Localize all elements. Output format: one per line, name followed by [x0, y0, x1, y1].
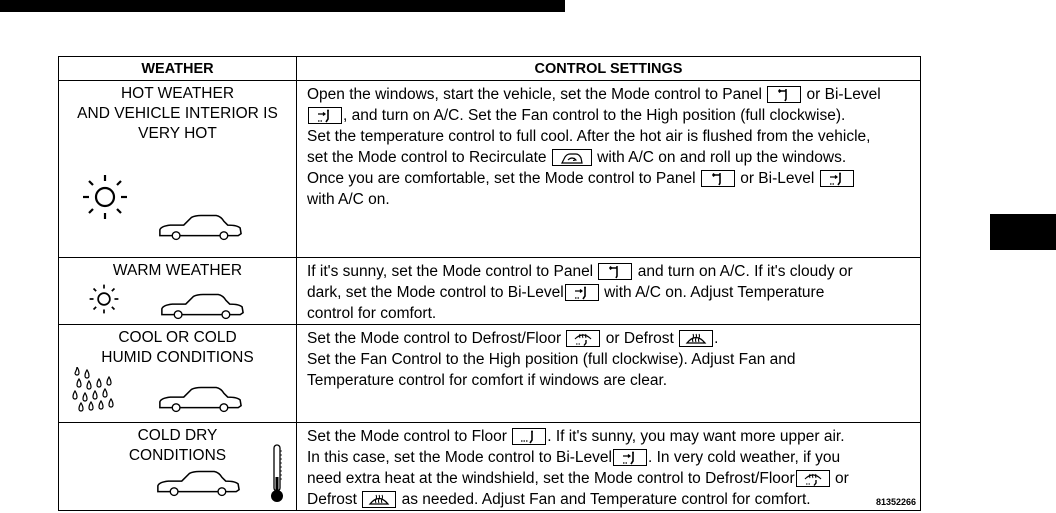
- panel-mode-icon: [598, 263, 632, 280]
- defrost-mode-icon: [362, 491, 396, 508]
- defrost-floor-mode-icon: [566, 330, 600, 347]
- section-tab: [990, 214, 1056, 250]
- sun-icon: [87, 282, 121, 316]
- table-row: [59, 258, 921, 325]
- header-control-settings: CONTROL SETTINGS: [297, 57, 921, 81]
- car-icon: [157, 383, 243, 415]
- car-icon: [155, 467, 241, 499]
- weather-title: WARM WEATHER: [112, 262, 243, 279]
- car-icon: [157, 211, 243, 243]
- floor-mode-icon: [512, 428, 546, 445]
- panel-mode-icon: [701, 170, 735, 187]
- bilevel-mode-icon: [820, 170, 854, 187]
- weather-cell: [59, 325, 297, 423]
- bilevel-mode-icon: [613, 449, 647, 466]
- car-icon: [159, 290, 245, 322]
- bilevel-mode-icon: [308, 107, 342, 124]
- bilevel-mode-icon: [565, 284, 599, 301]
- weather-control-table: [58, 56, 921, 511]
- header-bar: [0, 0, 565, 12]
- table-row: [59, 423, 921, 511]
- defrost-mode-icon: [679, 330, 713, 347]
- sun-icon: [79, 171, 131, 223]
- weather-title: COLD DRY CONDITIONS: [128, 427, 227, 464]
- figure-number: 81352266: [875, 497, 916, 507]
- control-settings-cell: Set the Mode control to Defrost/Floor or Defrost . Set the Fan Control to the High position (full clockwise). Adjust Fan and Temperature control for comfort if windows are clear.: [297, 325, 921, 423]
- table-row: [59, 325, 921, 423]
- table-row: [59, 81, 921, 258]
- defrost-floor-mode-icon: [796, 470, 830, 487]
- recirculate-icon: [552, 149, 592, 166]
- control-settings-cell: If it's sunny, set the Mode control to Panel and turn on A/C. If it's cloudy or dark, set the Mode control to Bi-Level with A/C on. Adjust Temperature control for comfort.: [297, 258, 921, 325]
- weather-cell: [59, 81, 297, 258]
- control-settings-cell: Open the windows, start the vehicle, set the Mode control to Panel or Bi-Level , and turn on A/C. Set the Fan control to the High position (full clockwise). Set the temperature control to full cool. After the hot air is flushed from the vehicle, set the Mode control to Recirculate with A/C on and roll up the windows. Once you are comfortable, set the Mode control to Panel or Bi-Level with A/C on.: [297, 81, 921, 258]
- header-weather: WEATHER: [59, 57, 297, 81]
- panel-mode-icon: [767, 86, 801, 103]
- control-settings-cell: Set the Mode control to Floor . If it's sunny, you may want more upper air. In this case, set the Mode control to Bi-Level . In very cold weather, if you need extra heat at the windshield, set the Mode control to Defrost/Floor or Defrost as needed. Adjust Fan and Temperature control for comfort. 81352266: [297, 423, 921, 511]
- thermometer-icon: [269, 443, 285, 505]
- weather-cell: [59, 423, 297, 511]
- raindrops-icon: [71, 367, 123, 413]
- weather-title: COOL OR COLD HUMID CONDITIONS: [101, 329, 254, 366]
- weather-title: HOT WEATHER AND VEHICLE INTERIOR IS VERY HOT: [77, 85, 278, 142]
- weather-cell: [59, 258, 297, 325]
